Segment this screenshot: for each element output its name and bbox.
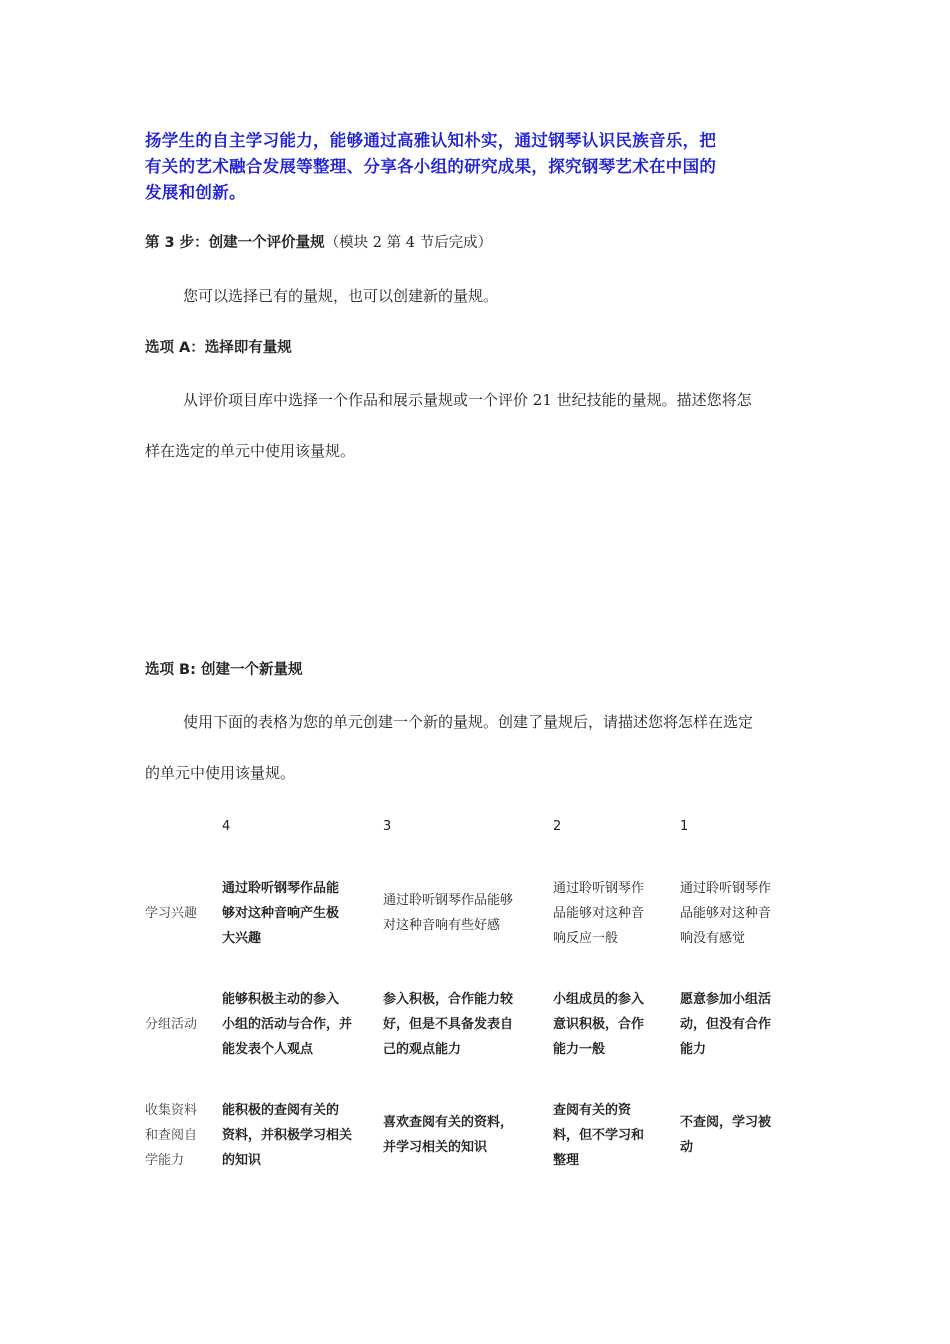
rubric-cell: 喜欢查阅有关的资料， 并学习相关的知识 — [383, 1115, 514, 1155]
step3-text: 您可以选择已有的量规，也可以创建新的量规。 — [183, 287, 499, 305]
rubric-cell: 通过聆听钢琴作 品能够对这种音 响没有感觉 — [680, 881, 772, 946]
score-header: 1 — [680, 819, 689, 834]
step3-note: （模块 2 第 4 节后完成） — [324, 235, 493, 251]
rubric-cell: 愿意参加小组活 动，但没有合作 能力 — [680, 992, 772, 1057]
intro-line: 发展和创新。 — [145, 183, 246, 202]
score-header: 2 — [553, 819, 562, 834]
intro-line: 有关的艺术融合发展等整理、分享各小组的研究成果，探究钢琴艺术在中国的 — [145, 157, 717, 176]
intro-line: 扬学生的自主学习能力，能够通过高雅认知朴实，通过钢琴认识民族音乐，把 — [145, 131, 717, 150]
option-b-heading: 选项 B: 创建一个新量规 — [145, 662, 303, 678]
option-b-line1: 使用下面的表格为您的单元创建一个新的量规。创建了量规后，请描述您将怎样在选定 — [183, 713, 754, 731]
option-a-heading: 选项 A：选择即有量规 — [145, 340, 292, 356]
rubric-cell: 小组成员的参入 意识积极，合作 能力一般 — [553, 992, 645, 1057]
rubric-cell: 通过聆听钢琴作 品能够对这种音 响反应一般 — [553, 881, 645, 946]
option-a-line2: 样在选定的单元中使用该量规。 — [145, 442, 356, 460]
rubric-cell: 能够积极主动的参入 小组的活动与合作，并 能发表个人观点 — [222, 992, 353, 1057]
rubric-cell: 通过聆听钢琴作品能够 对这种音响有些好感 — [383, 893, 514, 933]
row-label: 学习兴趣 — [145, 906, 198, 921]
rubric-cell: 查阅有关的资 料，但不学习和 整理 — [553, 1103, 645, 1168]
row-label: 收集资料 和查阅自 学能力 — [145, 1103, 198, 1168]
rubric-cell: 参入积极，合作能力较 好，但是不具备发表自 己的观点能力 — [383, 992, 514, 1057]
rubric-cell: 通过聆听钢琴作品能 够对这种音响产生极 大兴趣 — [222, 881, 340, 946]
rubric-cell: 能积极的查阅有关的 资料，并积极学习相关 的知识 — [222, 1103, 353, 1168]
option-a-line1: 从评价项目库中选择一个作品和展示量规或一个评价 21 世纪技能的量规。描述您将怎 — [183, 391, 752, 409]
step3-title: 第 3 步：创建一个评价量规 — [145, 235, 325, 251]
row-label: 分组活动 — [145, 1017, 198, 1032]
option-b-line2: 的单元中使用该量规。 — [145, 764, 296, 782]
score-header: 3 — [383, 819, 392, 834]
rubric-cell: 不查阅，学习被 动 — [680, 1115, 772, 1155]
score-header: 4 — [222, 819, 231, 834]
